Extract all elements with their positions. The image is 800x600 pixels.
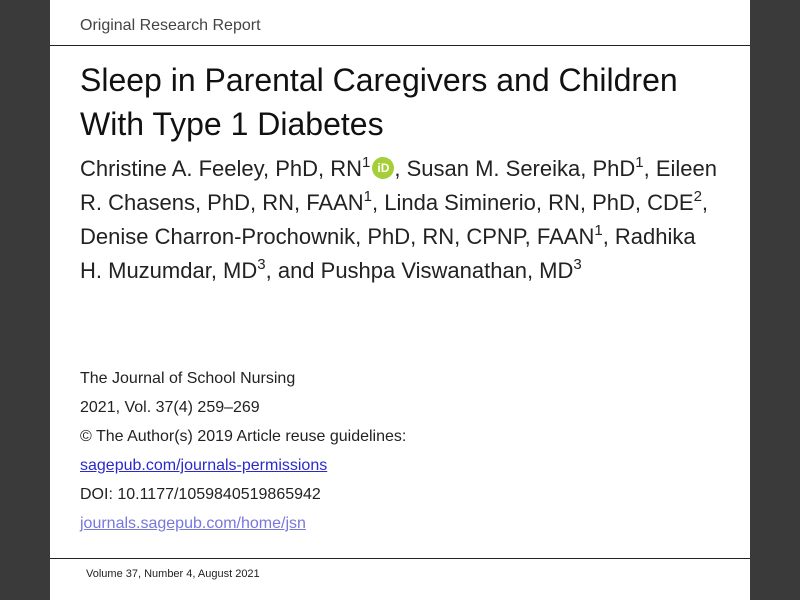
author-name: , Radhika H. Muzumdar, MD (80, 224, 696, 283)
author-affiliation: 2 (693, 188, 702, 205)
author-name: , and Pushpa Viswanathan, MD (265, 258, 574, 283)
publication-meta (80, 364, 720, 538)
permissions-link[interactable]: sagepub.com/journals-permissions (80, 457, 328, 474)
author-affiliation: 1 (363, 188, 372, 205)
page (50, 0, 750, 600)
author-affiliation: 3 (573, 256, 582, 273)
author-name: , Linda Siminerio, RN, PhD, CDE (372, 190, 694, 215)
author-name: , Susan M. Sereika, PhD (394, 156, 636, 181)
journal-name: The Journal of School Nursing (80, 370, 296, 387)
orcid-icon[interactable]: iD (372, 157, 394, 179)
doi-line: DOI: 10.1177/1059840519865942 (80, 486, 321, 503)
copyright-line: © The Author(s) 2019 Article reuse guidelines: (80, 428, 407, 445)
volume-info: 2021, Vol. 37(4) 259–269 (80, 399, 260, 416)
author-affiliation: 3 (257, 256, 266, 273)
author-affiliation: 1 (594, 222, 603, 239)
issue-footer: Volume 37, Number 4, August 2021 (86, 568, 260, 580)
author-name: , Denise Charron-Prochownik, PhD, RN, CPNP, FAAN (80, 190, 709, 249)
report-type-label: Original Research Report (80, 17, 261, 34)
paper-title: Sleep in Parental Caregivers and Children With Type 1 Diabetes (80, 62, 678, 142)
author-name: Christine A. Feeley, PhD, RN (80, 156, 363, 181)
header-divider (50, 45, 750, 46)
journal-home-link[interactable]: journals.sagepub.com/home/jsn (80, 515, 306, 532)
author-affiliation: 1 (362, 154, 371, 171)
author-name: , Eileen R. Chasens, PhD, RN, FAAN (80, 156, 717, 215)
author-list (80, 152, 720, 288)
footer-divider (50, 558, 750, 559)
author-affiliation: 1 (635, 154, 644, 171)
